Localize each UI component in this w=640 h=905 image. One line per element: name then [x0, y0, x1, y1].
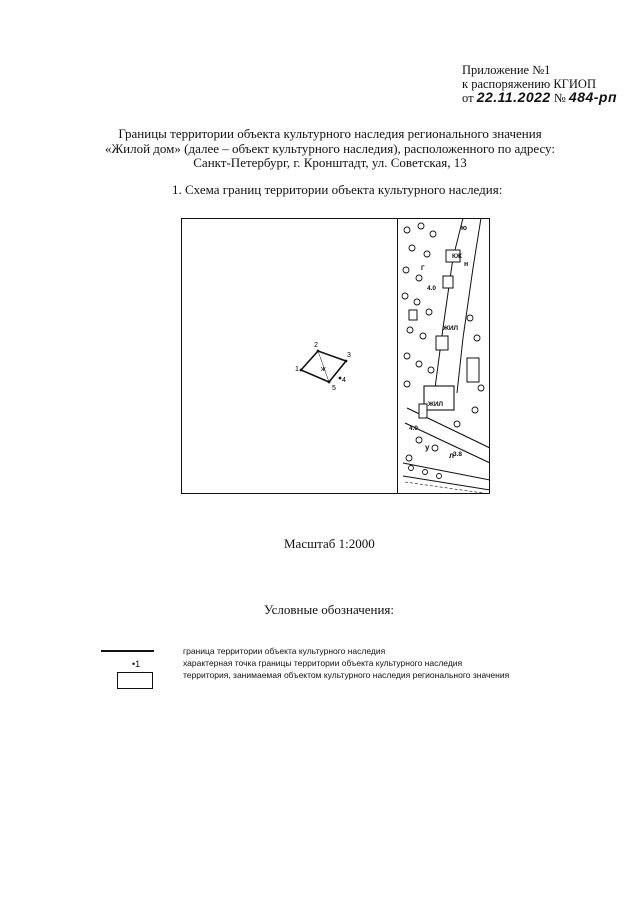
appendix-header [462, 64, 617, 106]
map-scheme [181, 218, 490, 494]
appendix-number: 484-рп [568, 89, 618, 105]
map-scale: Масштаб 1:2000 [284, 536, 375, 551]
street-edge [435, 218, 463, 388]
legend-title: Условные обозначения: [264, 602, 395, 617]
object-mark: ж [321, 366, 326, 373]
topo-fragment [402, 218, 490, 494]
street-label: н [464, 261, 469, 268]
trees [402, 223, 484, 479]
legend-point-symbol: •1 [132, 659, 141, 669]
building [409, 310, 417, 320]
appendix-number-sign: № [553, 91, 566, 105]
legend-territory-symbol [117, 672, 153, 689]
point-label-4: 4 [342, 377, 346, 384]
point-label-1: 1 [295, 366, 299, 373]
legend-item-boundary: граница территории объекта культурного наследия [183, 646, 386, 656]
street-label: у [425, 443, 430, 452]
appendix-line-1: Приложение №1 [462, 63, 551, 77]
legend-item-territory: территория, занимаемая объектом культурного наследия регионального значения [183, 670, 510, 680]
legend-boundary-line-symbol [101, 650, 154, 652]
section-heading: 1. Схема границ территории объекта культурного наследия: [172, 182, 503, 197]
boundary-point-3 [345, 360, 348, 363]
street-edge [403, 463, 490, 480]
title-line-3: Санкт-Петербург, г. Кронштадт, ул. Советская, 13 [193, 155, 467, 170]
boundary-point-2 [317, 350, 320, 353]
boundary-point-4 [328, 381, 331, 384]
appendix-date: 22.11.2022 [476, 89, 551, 105]
title-line-2: «Жилой дом» (далее – объект культурного наследия), расположенного по адресу: [105, 140, 555, 156]
boundary-point-1 [300, 369, 303, 372]
building-label: ЖИЛ [443, 325, 459, 332]
building [436, 336, 448, 350]
document-title [60, 127, 600, 171]
point-label-5: 5 [332, 385, 336, 392]
building-label: КЖ [452, 253, 462, 260]
height-mark: 3.8 [453, 451, 463, 458]
building [443, 276, 453, 288]
point-label-2: 2 [314, 342, 318, 349]
legend-item-point: характерная точка границы территории объекта культурного наследия [183, 658, 463, 668]
height-mark: 4.0 [409, 425, 419, 432]
height-mark: 4.0 [427, 285, 437, 292]
boundary-point-5 [339, 377, 342, 380]
title-line-1: Границы территории объекта культурного наследия регионального значения [118, 126, 542, 141]
street-label: ю [461, 225, 467, 232]
building-label: Г [421, 265, 425, 272]
appendix-date-line [462, 91, 617, 106]
street-label: л [449, 451, 455, 460]
building [467, 358, 479, 382]
building-label: ЖИЛ [428, 401, 444, 408]
building [419, 404, 427, 418]
appendix-line-2: к распоряжению КГИОП [462, 76, 596, 91]
appendix-from-label: от [462, 91, 474, 105]
point-label-3: 3 [347, 352, 351, 359]
